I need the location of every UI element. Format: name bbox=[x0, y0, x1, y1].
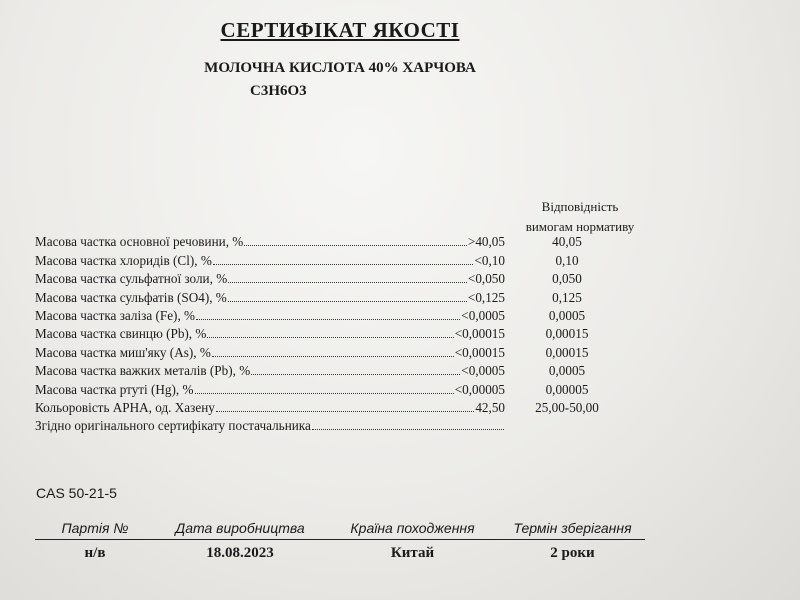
leader-dots bbox=[213, 264, 474, 265]
spec-conformity: 0,125 bbox=[552, 289, 582, 305]
supplier-note-row bbox=[35, 416, 655, 434]
spec-conformity: 0,050 bbox=[552, 271, 582, 287]
spec-requirement: <0,0005 bbox=[461, 307, 505, 323]
conformity-header-line2: вимогам нормативу bbox=[525, 219, 635, 234]
spec-conformity: 0,00015 bbox=[545, 344, 589, 360]
spec-label: Масова частка сульфатної золи, % bbox=[35, 271, 228, 287]
spec-conformity: 0,0005 bbox=[548, 307, 586, 323]
spec-row bbox=[35, 379, 655, 397]
spec-label: Масова частка основної речовини, % bbox=[35, 234, 244, 250]
spec-label: Масова частка ртуті (Hg), % bbox=[35, 381, 194, 397]
leader-dots bbox=[228, 301, 467, 302]
shelf-life-header: Термін зберігання bbox=[513, 520, 632, 536]
country-value: Китай bbox=[390, 545, 435, 561]
spec-label: Масова частка хлоридів (Cl), % bbox=[35, 252, 212, 268]
spec-label: Кольоровість АРНА, од. Хазену bbox=[35, 399, 215, 415]
batch-info-header bbox=[35, 520, 645, 540]
spec-requirement: >40,05 bbox=[467, 234, 505, 250]
leader-dots bbox=[207, 337, 453, 338]
conformity-header-line1: Відповідність bbox=[541, 199, 619, 214]
spec-label: Масова частка заліза (Fe), % bbox=[35, 307, 196, 323]
spec-requirement: <0,00005 bbox=[454, 381, 505, 397]
batch-header: Партія № bbox=[61, 520, 129, 536]
leader-dots bbox=[195, 393, 454, 394]
spec-requirement: <0,00015 bbox=[454, 344, 505, 360]
spec-requirement: <0,050 bbox=[467, 271, 505, 287]
spec-conformity: 0,00005 bbox=[545, 381, 589, 397]
spec-row bbox=[35, 342, 655, 360]
supplier-note: Згідно оригінального сертифікату постачальника bbox=[35, 418, 311, 434]
leader-dots bbox=[196, 319, 460, 320]
batch-info-table bbox=[35, 520, 645, 562]
leader-dots bbox=[244, 245, 467, 246]
spec-label: Масова частка миш'яку (As), % bbox=[35, 344, 211, 360]
leader-dots bbox=[212, 356, 454, 357]
spec-conformity: 40,05 bbox=[552, 234, 582, 250]
spec-requirement: <0,125 bbox=[467, 289, 505, 305]
chemical-formula: C3H6O3 bbox=[250, 83, 307, 99]
spec-row bbox=[35, 398, 655, 416]
batch-value: н/в bbox=[84, 545, 106, 561]
specification-rows bbox=[35, 232, 655, 434]
product-name: МОЛОЧНА КИСЛОТА 40% ХАРЧОВА bbox=[204, 60, 476, 76]
spec-conformity: 0,00015 bbox=[545, 326, 589, 342]
batch-info-values bbox=[35, 540, 645, 562]
leader-dots bbox=[228, 282, 467, 283]
spec-label: Масова частка свинцю (Pb), % bbox=[35, 326, 207, 342]
spec-requirement: <0,0005 bbox=[461, 363, 505, 379]
spec-requirement: 42,50 bbox=[475, 399, 505, 415]
production-date-header: Дата виробництва bbox=[175, 520, 305, 536]
spec-row bbox=[35, 250, 655, 268]
spec-conformity: 0,10 bbox=[555, 252, 579, 268]
leader-dots bbox=[251, 374, 460, 375]
cas-number: CAS 50-21-5 bbox=[36, 485, 117, 501]
leader-dots bbox=[216, 411, 474, 412]
spec-row bbox=[35, 306, 655, 324]
shelf-life-value: 2 роки bbox=[550, 545, 595, 561]
spec-row bbox=[35, 287, 655, 305]
spec-label: Масова частка важких металів (Pb), % bbox=[35, 363, 251, 379]
leader-dots bbox=[312, 429, 504, 430]
spec-row bbox=[35, 269, 655, 287]
spec-row bbox=[35, 324, 655, 342]
spec-row bbox=[35, 361, 655, 379]
spec-row bbox=[35, 232, 655, 250]
spec-conformity: 25,00-50,00 bbox=[535, 399, 599, 415]
country-header: Країна походження bbox=[350, 520, 475, 536]
spec-requirement: <0,00015 bbox=[454, 326, 505, 342]
production-date-value: 18.08.2023 bbox=[206, 545, 274, 561]
certificate-title: СЕРТИФІКАТ ЯКОСТІ bbox=[220, 18, 460, 42]
spec-label: Масова частка сульфатів (SO4), % bbox=[35, 289, 227, 305]
spec-requirement: <0,10 bbox=[474, 252, 505, 268]
spec-conformity: 0,0005 bbox=[548, 363, 586, 379]
conformity-header bbox=[510, 197, 650, 237]
